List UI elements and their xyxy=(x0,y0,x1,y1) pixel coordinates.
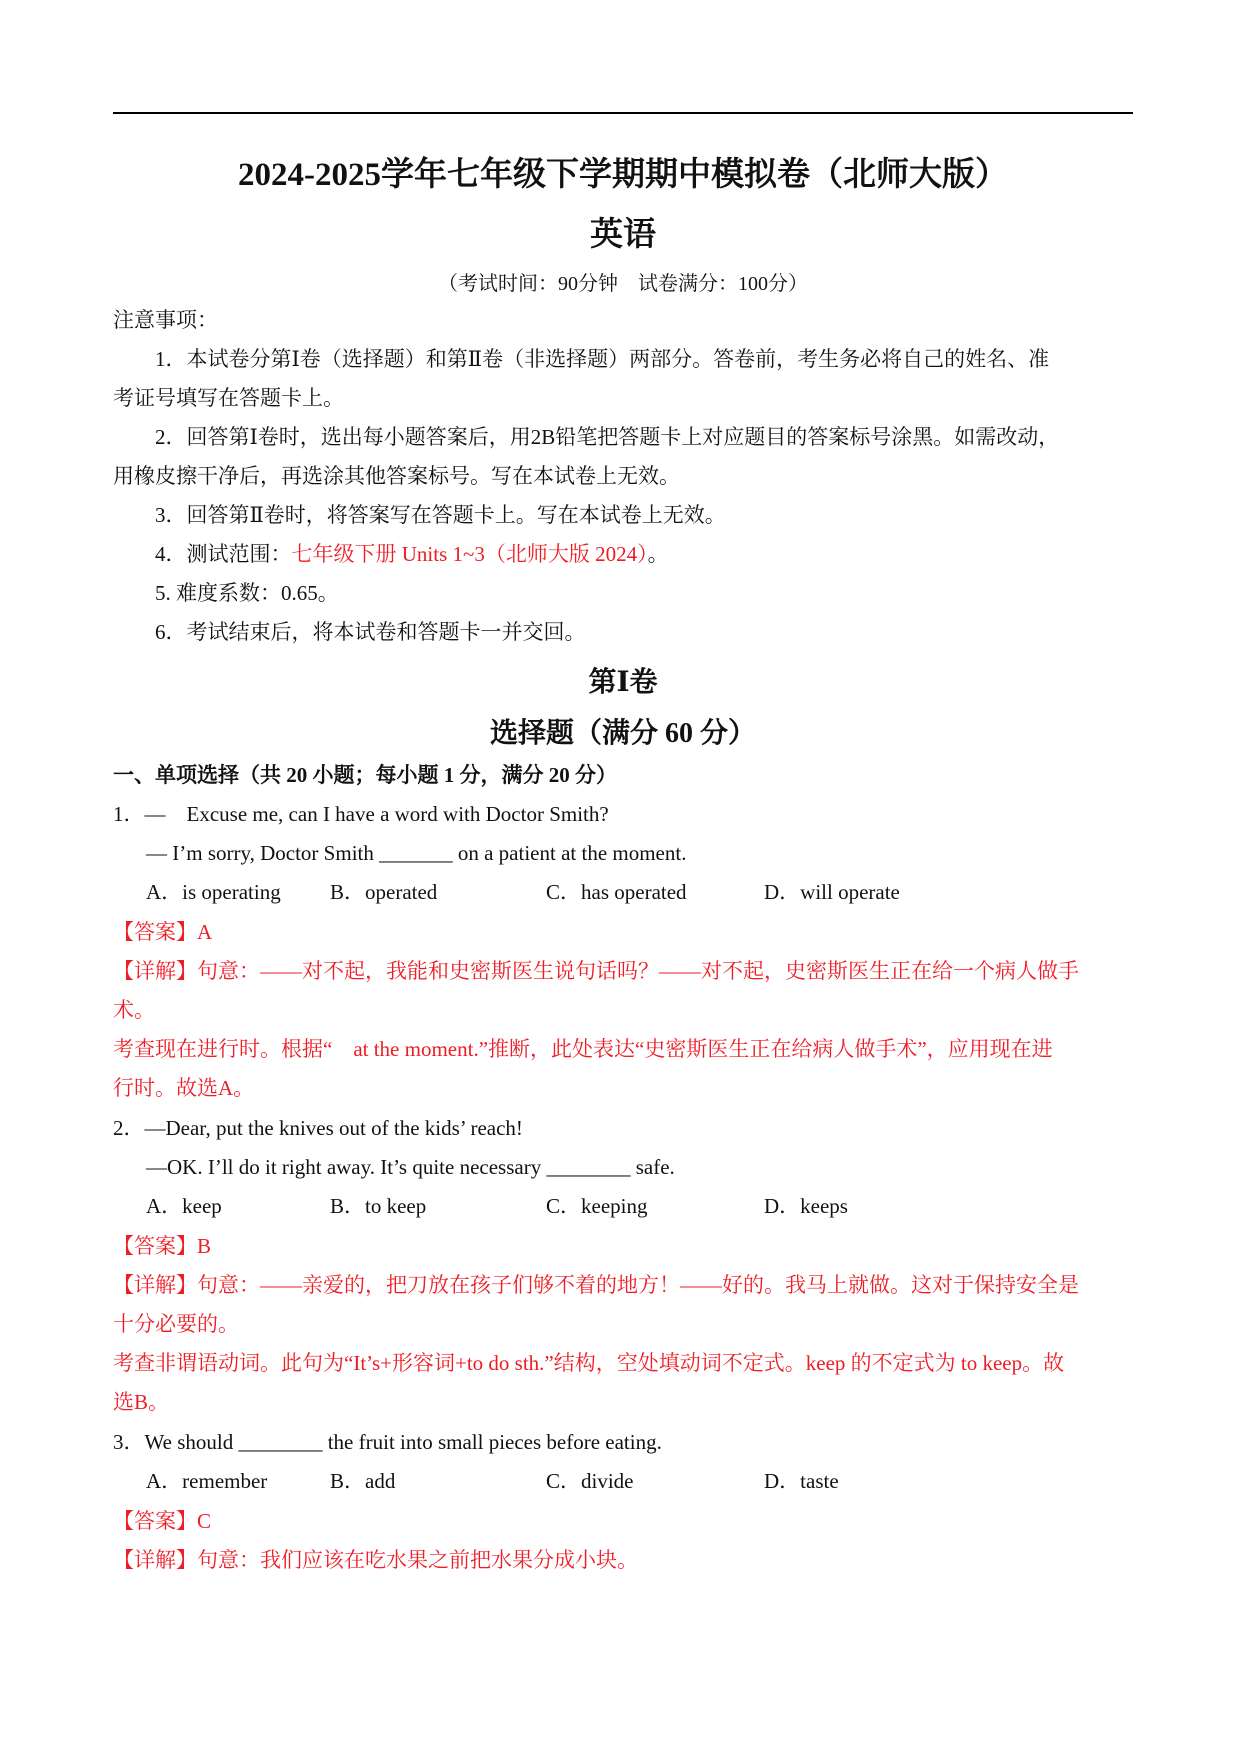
note-2a: 2．回答第Ⅰ卷时，选出每小题答案后，用2B铅笔把答题卡上对应题目的答案标号涂黑。如需改动， xyxy=(155,425,1060,449)
note-4 xyxy=(155,539,669,569)
q1-stem-1: 1．— Excuse me, can I have a word with Doctor Smith? xyxy=(113,802,609,826)
q2-stem-1: 2．—Dear, put the knives out of the kids’ reach! xyxy=(113,1116,523,1140)
q3-stem-1: 3．We should ________ the fruit into small pieces before eating. xyxy=(113,1430,662,1454)
q3-explain-1: 【详解】句意：我们应该在吃水果之前把水果分成小块。 xyxy=(113,1548,638,1572)
q2-option-a: A．keep xyxy=(146,1194,222,1218)
q3-option-c: C．divide xyxy=(546,1469,634,1493)
note-3: 3．回答第Ⅱ卷时，将答案写在答题卡上。写在本试卷上无效。 xyxy=(155,503,726,527)
note-4-prefix: 4．测试范围： xyxy=(155,542,292,566)
q1-option-c: C．has operated xyxy=(546,880,687,904)
subject-title: 英语 xyxy=(590,217,656,253)
q1-stem-2: — I’m sorry, Doctor Smith _______ on a patient at the moment. xyxy=(146,841,687,865)
top-rule xyxy=(113,112,1133,114)
q1-option-d: D．will operate xyxy=(764,880,900,904)
q2-explain-1: 【详解】句意：——亲爱的，把刀放在孩子们够不着的地方！——好的。我马上就做。这对于保持安全是 xyxy=(113,1273,1079,1297)
q2-option-b: B．to keep xyxy=(330,1194,427,1218)
q2-option-c: C．keeping xyxy=(546,1194,648,1218)
q1-option-b: B．operated xyxy=(330,880,438,904)
q3-option-d: D．taste xyxy=(764,1469,839,1493)
q3-option-b: B．add xyxy=(330,1469,396,1493)
q3-answer: 【答案】C xyxy=(113,1509,212,1533)
q2-answer: 【答案】B xyxy=(113,1234,212,1258)
q2-explain-3: 考查非谓语动词。此句为“It’s+形容词+to do sth.”结构，空处填动词不定式。keep 的不定式为 to keep。故 xyxy=(113,1351,1065,1375)
part-title: 选择题（满分 60 分） xyxy=(489,718,756,749)
q2-explain-4: 选B。 xyxy=(113,1390,170,1414)
q2-stem-2: —OK. I’ll do it right away. It’s quite necessary ________ safe. xyxy=(146,1155,675,1179)
q1-explain-3: 考查现在进行时。根据“ at the moment.”推断，此处表达“史密斯医生正在给病人做手术”，应用现在进 xyxy=(113,1037,1053,1061)
section-heading: 一、单项选择（共 20 小题；每小题 1 分，满分 20 分） xyxy=(113,763,617,787)
exam-title: 2024-2025学年七年级下学期期中模拟卷（北师大版） xyxy=(238,157,1008,193)
note-6: 6．考试结束后，将本试卷和答题卡一并交回。 xyxy=(155,620,586,644)
q1-explain-2: 术。 xyxy=(113,998,155,1022)
note-1a: 1．本试卷分第Ⅰ卷（选择题）和第Ⅱ卷（非选择题）两部分。答卷前，考生务必将自己的姓名、准 xyxy=(155,347,1050,371)
note-2b: 用橡皮擦干净后，再选涂其他答案标号。写在本试卷上无效。 xyxy=(113,464,680,488)
volume-title: 第Ⅰ卷 xyxy=(588,667,658,698)
q3-option-a: A．remember xyxy=(146,1469,268,1493)
exam-info: （考试时间：90分钟 试卷满分：100分） xyxy=(438,273,808,295)
q1-explain-4: 行时。故选A。 xyxy=(113,1076,255,1100)
notes-heading: 注意事项： xyxy=(113,308,218,332)
test-scope: 七年级下册 Units 1~3（北师大版 2024） xyxy=(291,542,648,566)
q2-option-d: D．keeps xyxy=(764,1194,848,1218)
q2-explain-2: 十分必要的。 xyxy=(113,1312,239,1336)
q1-answer: 【答案】A xyxy=(113,920,213,944)
note-5: 5. 难度系数：0.65。 xyxy=(155,581,339,605)
note-1b: 考证号填写在答题卡上。 xyxy=(113,386,344,410)
q1-option-a: A．is operating xyxy=(146,880,281,904)
note-4-suffix: 。 xyxy=(647,542,669,566)
q1-explain-1: 【详解】句意：——对不起，我能和史密斯医生说句话吗？——对不起，史密斯医生正在给一个病人做手 xyxy=(113,959,1079,983)
